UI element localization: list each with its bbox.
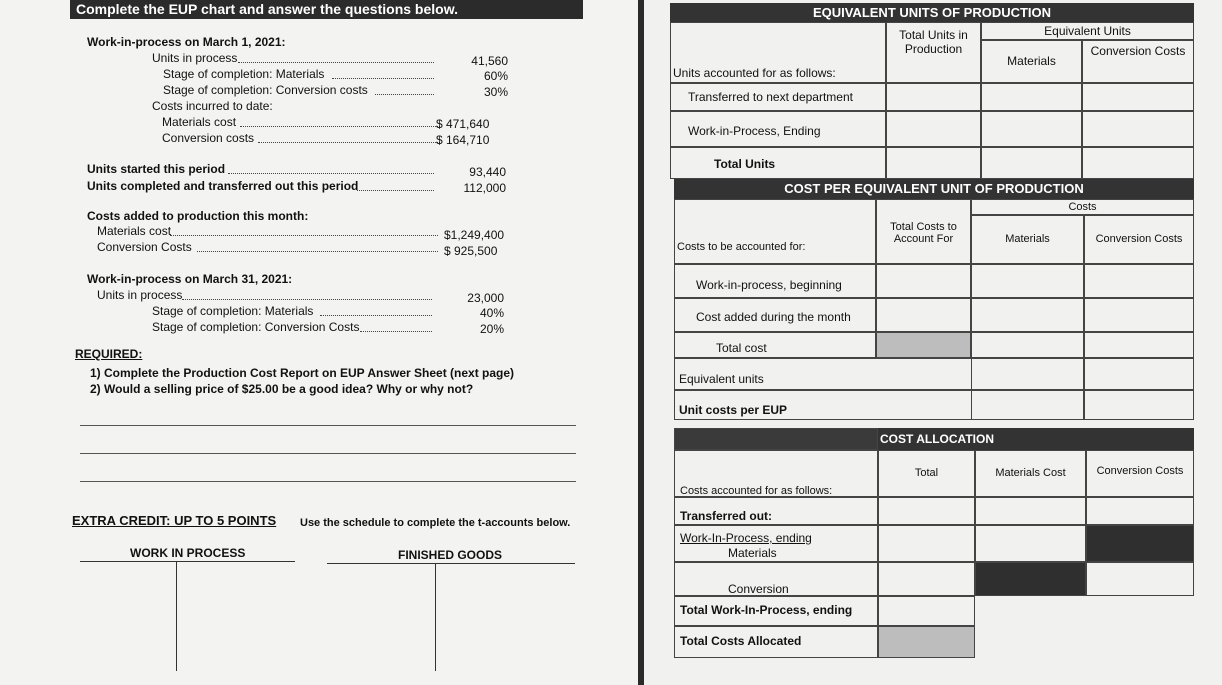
leader-dots: [375, 94, 434, 95]
cpu-added-conversion[interactable]: [1084, 298, 1194, 332]
eup-wip-ending-conversion[interactable]: [1082, 111, 1194, 147]
required-question-2: 2) Would a selling price of $25.00 be a good idea? Why or why not?: [90, 382, 474, 396]
alloc-costs-header: Costs accounted for as follows:: [680, 485, 833, 497]
wip-end-title: Work-in-process on March 31, 2021:: [87, 272, 293, 286]
wip-start-materials-cost-value: $ 471,640: [436, 117, 490, 131]
wip-end-conversion-stage-value: 20%: [479, 322, 504, 336]
eup-col-equivalent-units: Equivalent Units: [981, 22, 1194, 40]
cpu-wip-beginning-materials[interactable]: [971, 264, 1084, 298]
costs-added-conversion-label: Conversion Costs: [97, 240, 192, 254]
wip-start-materials-stage-value: 60%: [483, 69, 508, 83]
wip-t-account-title: WORK IN PROCESS: [130, 546, 246, 560]
leader-dots: [320, 315, 432, 316]
leader-dots: [332, 78, 434, 79]
cpu-equiv-conversion[interactable]: [1084, 358, 1194, 390]
alloc-transferred-label: Transferred out:: [680, 509, 773, 523]
required-question-1: 1) Complete the Production Cost Report on EUP Answer Sheet (next page): [90, 366, 515, 380]
alloc-col-materials: Materials Cost: [975, 450, 1086, 497]
units-started-label: Units started this period: [87, 162, 226, 176]
wip-end-units-value: 23,000: [467, 291, 504, 305]
alloc-total-allocated-label: Total Costs Allocated: [680, 634, 802, 648]
costs-added-conversion-value: $ 925,500: [444, 244, 498, 258]
eup-col-total: Total Units in Production: [886, 22, 981, 83]
right-page: [644, 0, 1222, 685]
costs-added-materials-label: Materials cost: [97, 224, 172, 238]
cpu-col-costs-group: Costs: [971, 199, 1194, 215]
alloc-wip-conversion-materials-blocked: [975, 562, 1086, 596]
alloc-wip-ending-label: Work-In-Process, ending: [680, 531, 812, 545]
wip-start-conversion-cost-value: $ 164,710: [436, 133, 490, 147]
wip-start-units-value: 41,560: [471, 54, 508, 68]
cpu-header-row-cell: [674, 199, 876, 264]
costs-added-materials-value: $1,249,400: [444, 228, 505, 242]
alloc-conversion-label: Conversion: [728, 582, 789, 596]
costs-incurred-label: Costs incurred to date:: [152, 99, 273, 113]
alloc-col-conversion: Conversion Costs: [1086, 450, 1194, 497]
alloc-wip-materials-total[interactable]: [878, 525, 975, 562]
alloc-col-total: Total: [878, 450, 975, 497]
units-completed-label: Units completed and transferred out this period: [87, 179, 359, 193]
eup-total-label: Total Units: [714, 157, 776, 171]
eup-transferred-label: Transferred to next department: [688, 90, 853, 104]
alloc-total-wip-total[interactable]: [878, 596, 975, 626]
units-completed-value: 112,000: [463, 181, 506, 195]
cpu-unit-cost-materials[interactable]: [971, 390, 1084, 420]
alloc-transferred-conversion[interactable]: [1086, 497, 1194, 525]
cpu-total-conversion[interactable]: [1084, 332, 1194, 358]
wip-start-materials-cost-label: Materials cost: [162, 115, 237, 129]
wip-start-title: Work-in-process on March 1, 2021:: [87, 35, 286, 49]
wip-start-units-label: Units in process: [152, 51, 238, 65]
wip-end-conversion-stage-label: Stage of completion: Conversion Costs: [152, 320, 360, 334]
fg-t-account-stem: [435, 563, 436, 671]
eup-wip-ending-label: Work-in-Process, Ending: [688, 124, 821, 138]
fg-t-account-title: FINISHED GOODS: [398, 548, 503, 562]
alloc-wip-materials-conversion-blocked: [1086, 525, 1194, 562]
cpu-total-label: Total cost: [716, 341, 767, 355]
costs-added-title: Costs added to production this month:: [87, 209, 309, 223]
leader-dots: [228, 173, 434, 174]
alloc-wip-conversion-total[interactable]: [878, 562, 975, 596]
cpu-wip-beginning-conversion[interactable]: [1084, 264, 1194, 298]
cpu-title: COST PER EQUIVALENT UNIT OF PRODUCTION: [674, 179, 1194, 199]
leader-dots: [360, 331, 432, 332]
wip-end-units-label: Units in process: [97, 288, 183, 302]
eup-col-conversion: Conversion Costs: [1082, 40, 1194, 83]
leader-dots: [258, 142, 440, 143]
page-header-bar: Complete the EUP chart and answer the questions below.: [70, 0, 583, 19]
eup-col-materials: Materials: [981, 40, 1082, 83]
eup-title: EQUIVALENT UNITS OF PRODUCTION: [670, 3, 1194, 22]
wip-t-account-stem: [176, 561, 177, 671]
eup-units-accounted-header: Units accounted for as follows:: [673, 66, 836, 80]
wip-end-materials-stage-label: Stage of completion: Materials: [152, 304, 314, 318]
leader-dots: [357, 190, 434, 191]
cpu-unit-cost-label: Unit costs per EUP: [679, 403, 788, 417]
eup-wip-ending-total[interactable]: [886, 111, 981, 147]
leader-dots: [182, 299, 432, 300]
required-title: REQUIRED:: [75, 347, 143, 361]
wip-t-account-top: [80, 561, 295, 562]
cpu-total-total-shaded: [876, 332, 971, 358]
units-started-value: 93,440: [469, 165, 506, 179]
wip-start-conversion-cost-label: Conversion costs: [162, 131, 255, 145]
cpu-equiv-label: Equivalent units: [679, 372, 764, 386]
cpu-total-materials[interactable]: [971, 332, 1084, 358]
cpu-equiv-materials[interactable]: [971, 358, 1084, 390]
answer-line[interactable]: [80, 481, 576, 482]
alloc-transferred-materials[interactable]: [975, 497, 1086, 525]
cpu-added-label: Cost added during the month: [696, 310, 851, 324]
leader-dots: [240, 126, 440, 127]
wip-start-materials-stage-label: Stage of completion: Materials: [163, 67, 325, 81]
extra-credit-title: EXTRA CREDIT: UP TO 5 POINTS: [72, 513, 277, 528]
eup-transferred-conversion[interactable]: [1082, 83, 1194, 111]
cpu-unit-cost-conversion[interactable]: [1084, 390, 1194, 420]
eup-transferred-total[interactable]: [886, 83, 981, 111]
eup-total-materials[interactable]: [981, 147, 1082, 179]
wip-start-conversion-stage-label: Stage of completion: Conversion costs: [163, 83, 368, 97]
cpu-costs-header: Costs to be accounted for:: [677, 241, 806, 253]
cpu-added-materials[interactable]: [971, 298, 1084, 332]
alloc-materials-label: Materials: [728, 546, 777, 560]
answer-line[interactable]: [80, 453, 576, 454]
cpu-col-conversion: Conversion Costs: [1084, 215, 1194, 264]
wip-end-materials-stage-value: 40%: [479, 306, 504, 320]
extra-credit-instruction: Use the schedule to complete the t-accounts below.: [300, 517, 571, 529]
alloc-wip-materials-materials[interactable]: [975, 525, 1086, 562]
cpu-col-materials: Materials: [971, 215, 1084, 264]
leader-dots: [197, 251, 438, 252]
eup-total-conversion[interactable]: [1082, 147, 1194, 179]
eup-row-total: [670, 147, 886, 179]
alloc-title-left-bar: [674, 428, 878, 450]
cpu-wip-beginning-total[interactable]: [876, 264, 971, 298]
alloc-transferred-total[interactable]: [878, 497, 975, 525]
alloc-total-allocated-total[interactable]: [878, 626, 975, 658]
cpu-added-total[interactable]: [876, 298, 971, 332]
eup-transferred-materials[interactable]: [981, 83, 1082, 111]
leader-dots: [170, 235, 438, 236]
alloc-title: COST ALLOCATION: [878, 428, 1194, 450]
answer-line[interactable]: [80, 425, 576, 426]
leader-dots: [238, 62, 434, 63]
eup-total-total[interactable]: [886, 147, 981, 179]
alloc-total-wip-label: Total Work-In-Process, ending: [680, 603, 853, 617]
cpu-wip-beginning-label: Work-in-process, beginning: [696, 278, 842, 292]
wip-start-conversion-stage-value: 30%: [483, 85, 508, 99]
fg-t-account-top: [327, 563, 575, 564]
cpu-col-total: Total Costs to Account For: [876, 199, 971, 264]
cpu-row-total: [674, 332, 876, 358]
eup-wip-ending-materials[interactable]: [981, 111, 1082, 147]
alloc-wip-conversion-conversion[interactable]: [1086, 562, 1194, 596]
